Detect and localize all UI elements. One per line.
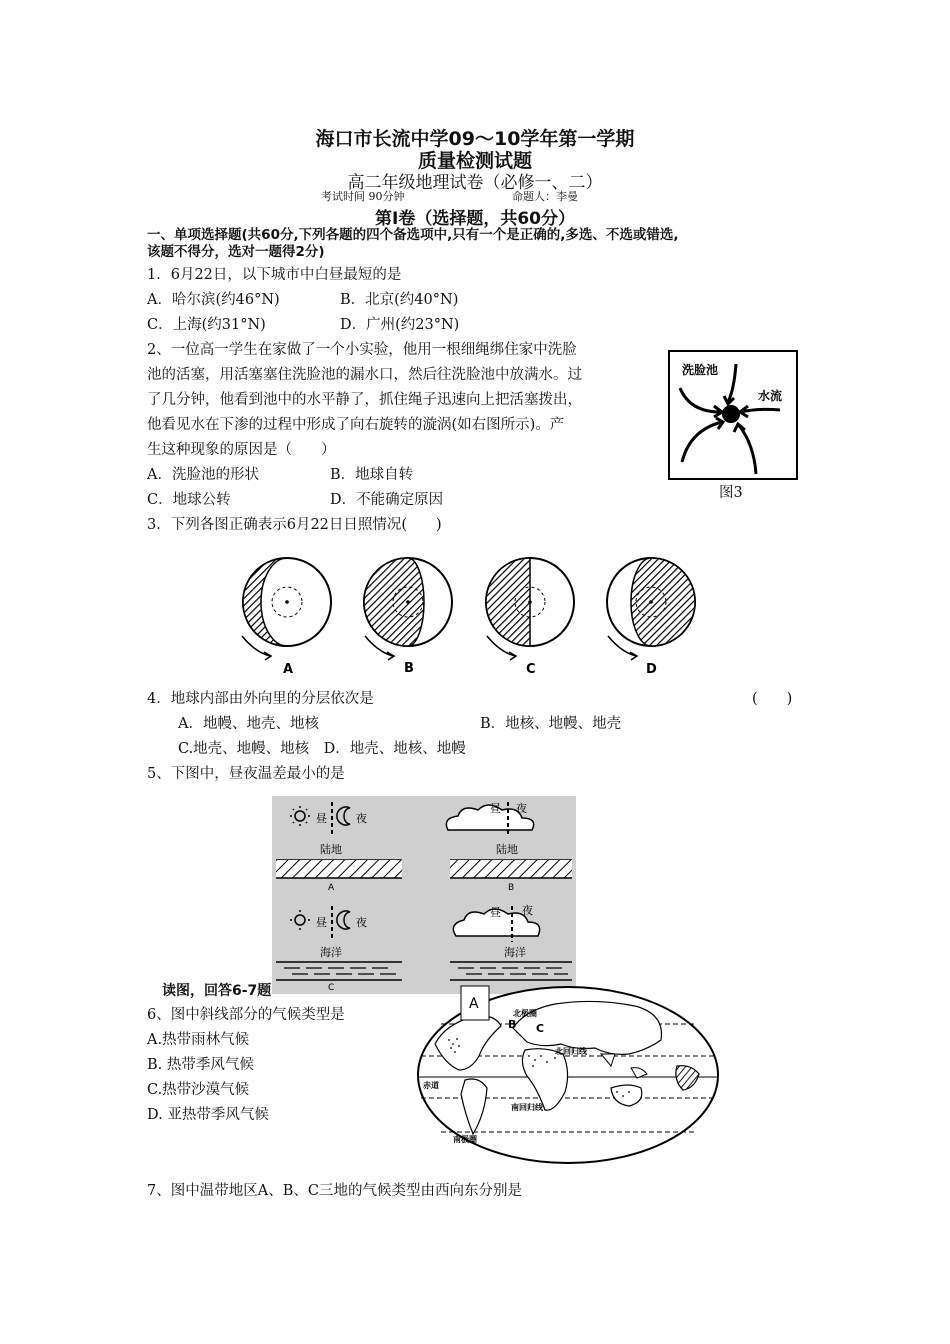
q4-option-cd: C.地壳、地幔、地核 D．地壳、地核、地幔: [178, 741, 466, 757]
q6-stem: 6、图中斜线部分的气候类型是: [147, 1007, 345, 1023]
panel-b-day: 昼: [490, 802, 501, 815]
q1-option-d: D．广州(约23°N): [340, 317, 460, 333]
q1-option-a: A．哈尔滨(约46°N): [147, 292, 280, 308]
panel-b-land: 陆地: [496, 843, 518, 856]
q4-option-a: A．地幔、地壳、地核: [178, 716, 319, 732]
world-climate-map: [415, 984, 721, 1166]
globe-label-a: A: [283, 662, 294, 677]
q4-bracket: ( ): [752, 691, 793, 707]
q2-option-d: D．不能确定原因: [330, 492, 444, 508]
map-label-c: C: [536, 1022, 545, 1035]
panel-c-night: 夜: [356, 916, 367, 929]
antarctic-circle-label: 南极圈: [453, 1135, 477, 1144]
q2-line-4: 他看见水在下渗的过程中形成了向右旋转的漩涡(如右图所示)。产: [147, 417, 565, 433]
exam-author: 命题人：李曼: [512, 190, 578, 203]
illumination-figures: [230, 548, 700, 678]
globe-label-c: C: [526, 662, 536, 677]
panel-d-ocean: 海洋: [504, 946, 526, 959]
section-title: 第Ⅰ卷（选择题，共60分）: [375, 209, 575, 229]
q6-option-d: D. 亚热带季风气候: [147, 1107, 269, 1123]
panel-c-ocean: 海洋: [320, 946, 342, 959]
q3-stem: 3．下列各图正确表示6月22日日照情况( ): [147, 517, 442, 533]
q2-option-a: A．洗脸池的形状: [147, 467, 259, 483]
panel-d-night: 夜: [522, 904, 533, 917]
basin-label: 洗脸池: [682, 363, 719, 377]
q1-option-c: C．上海(约31°N): [147, 317, 266, 333]
panel-a-night: 夜: [356, 812, 367, 825]
globe-b: [364, 558, 452, 660]
instructions-line-2: 该题不得分，选对一题得2分): [147, 244, 325, 260]
q6-option-a: A.热带雨林气候: [147, 1032, 250, 1048]
globe-d: [607, 558, 695, 660]
q2-option-b: B．地球自转: [330, 467, 414, 483]
q2-line-5: 生这种现象的原因是（ ）: [147, 442, 336, 458]
equator-label: 赤道: [423, 1081, 439, 1090]
q5-stem: 5、下图中，昼夜温差最小的是: [147, 766, 345, 782]
panel-a-land: 陆地: [320, 843, 342, 856]
q2-line-2: 池的活塞，用活塞塞住洗脸池的漏水口，然后往洗脸池中放满水。过: [147, 367, 582, 383]
globe-c: [486, 558, 574, 660]
panel-b-label: B: [508, 883, 515, 893]
map-label-b: B: [508, 1018, 517, 1031]
tropic-cancer-label: 北回归线: [555, 1047, 587, 1056]
exam-title: 海口市长流中学09～10学年第一学期: [315, 128, 635, 150]
exam-subtitle: 质量检测试题: [417, 150, 532, 172]
q6-option-c: C.热带沙漠气候: [147, 1082, 250, 1098]
q2-line-3: 了几分钟，他看到池中的水平静了，抓住绳子迅速向上把活塞拨出，: [147, 392, 582, 408]
panel-b-night: 夜: [516, 802, 527, 815]
q2-option-c: C．地球公转: [147, 492, 231, 508]
instructions-line-1: 一、单项选择题(共60分,下列各题的四个备选项中,只有一个是正确的,多选、不选或错选,: [147, 227, 679, 243]
tropic-capricorn-label: 南回归线: [511, 1103, 543, 1112]
paper-name: 高二年级地理试卷（必修一、二）: [347, 173, 603, 193]
q7-stem: 7、图中温带地区A、B、C三地的气候类型由西向东分别是: [147, 1183, 522, 1199]
panel-a-label: A: [328, 883, 335, 893]
q2-line-1: 2、一位高一学生在家做了一个小实验，他用一根细绳绑住家中洗脸: [147, 342, 577, 358]
exam-time: 考试时间 90分钟: [321, 190, 405, 203]
q1-option-b: B．北京(约40°N): [340, 292, 459, 308]
globe-label-b: B: [404, 661, 414, 676]
globe-label-d: D: [646, 662, 657, 677]
globe-a: [242, 558, 331, 660]
flow-label: 水流: [758, 389, 783, 403]
q1-stem: 1．6月22日，以下城市中白昼最短的是: [147, 267, 402, 283]
day-night-temperature-figure: [272, 796, 576, 994]
panel-a-day: 昼: [316, 812, 327, 825]
q4-stem: 4．地球内部由外向里的分层依次是: [147, 691, 374, 707]
basin-vortex-figure: [668, 350, 798, 480]
q6-option-b: B. 热带季风气候: [147, 1057, 254, 1073]
panel-d-day: 昼: [490, 906, 501, 919]
panel-c-day: 昼: [316, 916, 327, 929]
map-label-a: A: [469, 996, 479, 1012]
panel-c-label: C: [328, 983, 335, 993]
fig3-label: 图3: [719, 485, 743, 501]
q67-intro: 读图，回答6-7题: [162, 983, 272, 999]
q4-option-b: B．地核、地幔、地壳: [480, 716, 622, 732]
arctic-circle-label: 北极圈: [513, 1009, 537, 1018]
